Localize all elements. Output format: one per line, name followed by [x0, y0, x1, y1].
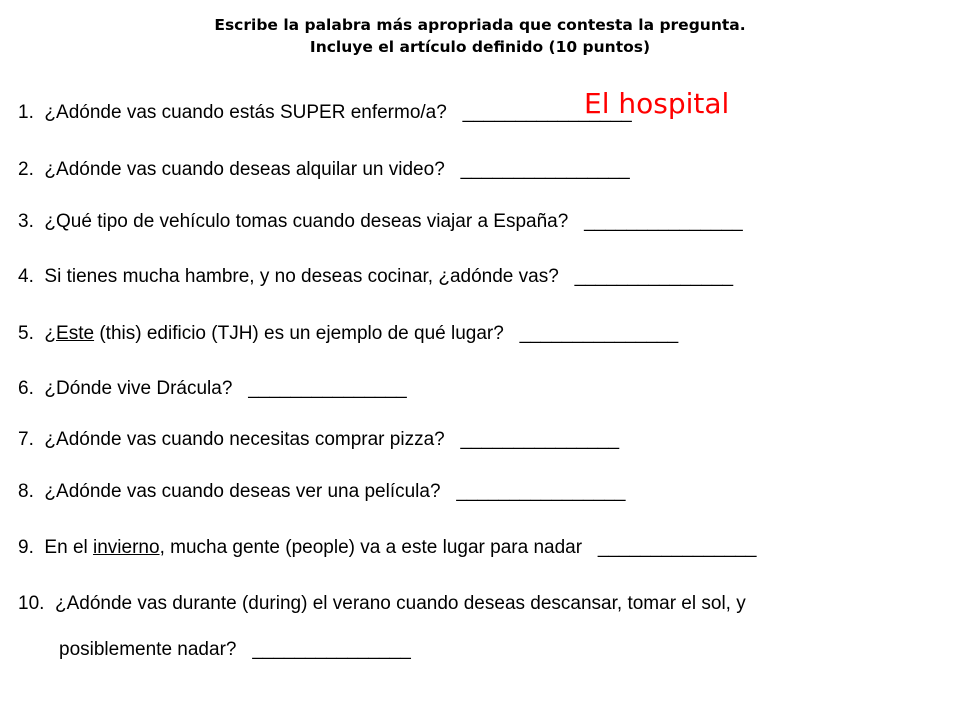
question-number: 4.	[18, 266, 34, 287]
instructions-line-1: Escribe la palabra más apropriada que contesta la pregunta.	[214, 16, 746, 34]
question-6	[18, 378, 407, 400]
question-number: 10.	[18, 593, 45, 614]
question-text: ¿Adónde vas cuando deseas ver una película?	[44, 481, 441, 502]
answer-blank[interactable]: ________________	[460, 159, 630, 180]
question-number: 7.	[18, 429, 34, 450]
question-3	[18, 211, 743, 233]
question-text: ¿Adónde vas cuando necesitas comprar pizza?	[44, 429, 445, 450]
question-number: 6.	[18, 378, 34, 399]
question-number: 5.	[18, 323, 34, 344]
answer-blank[interactable]: _______________	[248, 378, 407, 399]
handwritten-answer: El hospital	[584, 87, 730, 120]
question-8	[18, 481, 625, 503]
question-10	[18, 593, 746, 615]
question-text: ¿Qué tipo de vehículo tomas cuando deseas viajar a España?	[44, 211, 569, 232]
question-text: ¿Adónde vas cuando estás SUPER enfermo/a?	[44, 102, 447, 123]
question-text-end: , mucha gente (people) va a este lugar para nadar	[159, 537, 583, 558]
question-5	[18, 323, 678, 345]
underlined-word: invierno	[93, 537, 160, 558]
question-text: ¿Dónde vive Drácula?	[44, 378, 233, 399]
question-text: posiblemente nadar?	[59, 639, 237, 660]
question-9	[18, 537, 756, 559]
instructions-header	[0, 14, 960, 58]
instructions-line-2: Incluye el artículo definido (10 puntos)	[309, 38, 651, 56]
question-text-end: (this) edificio (TJH) es un ejemplo de qué lugar?	[94, 323, 504, 344]
question-number: 9.	[18, 537, 34, 558]
answer-blank[interactable]: _______________	[584, 211, 743, 232]
answer-blank[interactable]: _______________	[597, 537, 757, 558]
question-2	[18, 159, 630, 181]
answer-blank[interactable]: _______________	[460, 429, 620, 450]
question-10-continued	[59, 639, 411, 661]
question-text: ¿Adónde vas cuando deseas alquilar un video?	[44, 159, 445, 180]
question-1	[18, 102, 632, 124]
question-text: Si tienes mucha hambre, y no deseas cocinar, ¿adónde vas?	[44, 266, 559, 287]
answer-blank[interactable]: ________________	[462, 102, 632, 123]
answer-blank[interactable]: ________________	[456, 481, 626, 502]
question-7	[18, 429, 619, 451]
question-text: ¿Adónde vas durante (during) el verano cuando deseas descansar, tomar el sol, y	[54, 593, 746, 614]
underlined-word: Este	[56, 323, 95, 344]
answer-blank[interactable]: _______________	[252, 639, 411, 660]
answer-blank[interactable]: _______________	[519, 323, 679, 344]
question-number: 8.	[18, 481, 34, 502]
question-number: 1.	[18, 102, 34, 123]
answer-blank[interactable]: _______________	[574, 266, 734, 287]
question-number: 2.	[18, 159, 34, 180]
question-text-start: En el	[44, 537, 94, 558]
question-4	[18, 266, 733, 288]
question-text-start: ¿	[44, 323, 57, 344]
question-number: 3.	[18, 211, 34, 232]
